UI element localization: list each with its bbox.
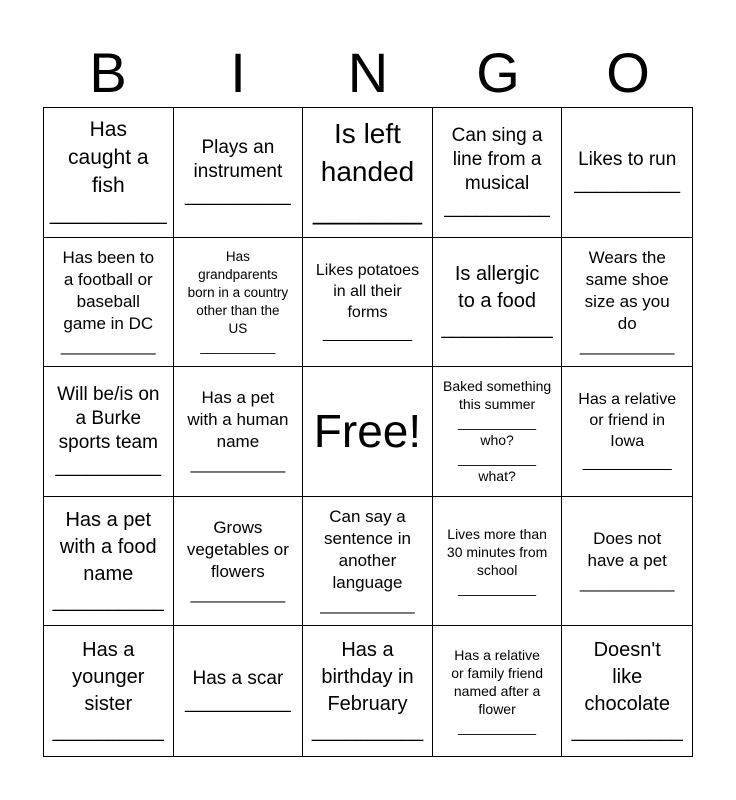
bingo-cell-r4-c1[interactable] [44, 497, 174, 627]
bingo-header [43, 40, 693, 106]
header-letter-b: B [89, 41, 127, 104]
bingo-cell-text: Can say a sentence in another language __________ [320, 507, 415, 615]
bingo-cell-text: Plays an instrument __________ [185, 137, 291, 207]
bingo-cell-text: Is allergic to a food __________ [441, 263, 553, 340]
header-letter-g: G [476, 41, 520, 104]
bingo-cell-text: Has a younger sister __________ [52, 639, 164, 743]
bingo-cell-r1-c1[interactable] [44, 108, 174, 238]
bingo-cell-r5-c4[interactable] [433, 626, 563, 756]
bingo-cell-text: Will be/is on a Burke sports team __________ [55, 384, 162, 478]
bingo-cell-r4-c5[interactable] [562, 497, 692, 627]
bingo-cell-text: Can sing a line from a musical __________ [444, 125, 550, 219]
bingo-cell-text: Likes potatoes in all their forms __________ [315, 261, 420, 342]
bingo-cell-r5-c3[interactable] [303, 626, 433, 756]
bingo-cell-text: Baked something this summer __________ who? __________ what? [443, 378, 552, 485]
bingo-cell-r3-c4[interactable] [433, 367, 563, 497]
header-letter-o: O [606, 41, 650, 104]
bingo-cell-r3-c1[interactable] [44, 367, 174, 497]
bingo-cell-r2-c4[interactable] [433, 238, 563, 368]
bingo-cell-r5-c1[interactable] [44, 626, 174, 756]
bingo-cell-text: Has a birthday in February __________ [311, 639, 424, 743]
bingo-cell-r4-c3[interactable] [303, 497, 433, 627]
bingo-cell-r2-c1[interactable] [44, 238, 174, 368]
bingo-cell-r3-c2[interactable] [174, 367, 304, 497]
bingo-cell-r5-c5[interactable] [562, 626, 692, 756]
bingo-cell-r1-c5[interactable] [562, 108, 692, 238]
bingo-cell-r4-c4[interactable] [433, 497, 563, 627]
bingo-cell-r2-c2[interactable] [174, 238, 304, 368]
bingo-cell-r4-c2[interactable] [174, 497, 304, 627]
header-letter-i: I [230, 41, 246, 104]
bingo-cell-text: Has grandparents born in a country other than the US __________ [187, 248, 289, 354]
bingo-cell-text: Is left handed _______ [312, 118, 422, 226]
bingo-cell-r2-c3[interactable] [303, 238, 433, 368]
bingo-cell-text: Has a relative or friend in Iowa __________ [578, 391, 677, 472]
bingo-free-space[interactable] [303, 367, 433, 497]
free-space-label: Free! [313, 405, 422, 458]
bingo-cell-r2-c5[interactable] [562, 238, 692, 368]
bingo-cell-text: Has a relative or family friend named after a flower __________ [451, 647, 543, 736]
header-letter-n: N [347, 41, 389, 104]
bingo-cell-text: Has caught a fish __________ [49, 118, 167, 226]
bingo-cell-text: Has been to a football or baseball game in DC __________ [61, 247, 156, 355]
bingo-cell-text: Has a pet with a food name __________ [52, 509, 164, 613]
bingo-cell-r5-c2[interactable] [174, 626, 304, 756]
bingo-cell-r1-c4[interactable] [433, 108, 563, 238]
bingo-cell-r3-c5[interactable] [562, 367, 692, 497]
bingo-cell-text: Does not have a pet __________ [579, 529, 675, 593]
bingo-cell-r1-c2[interactable] [174, 108, 304, 238]
bingo-cell-text: Has a pet with a human name __________ [187, 388, 289, 474]
bingo-cell-text: Doesn't like chocolate __________ [571, 639, 683, 743]
bingo-cell-text: Grows vegetables or flowers __________ [186, 518, 289, 604]
bingo-cell-text: Likes to run __________ [574, 149, 681, 195]
bingo-board [43, 107, 693, 757]
bingo-cell-r1-c3[interactable] [303, 108, 433, 238]
bingo-cell-text: Wears the same shoe size as you do __________ [579, 247, 675, 355]
bingo-cell-text: Has a scar __________ [185, 668, 291, 714]
bingo-cell-text: Lives more than 30 minutes from school __________ [446, 526, 548, 597]
